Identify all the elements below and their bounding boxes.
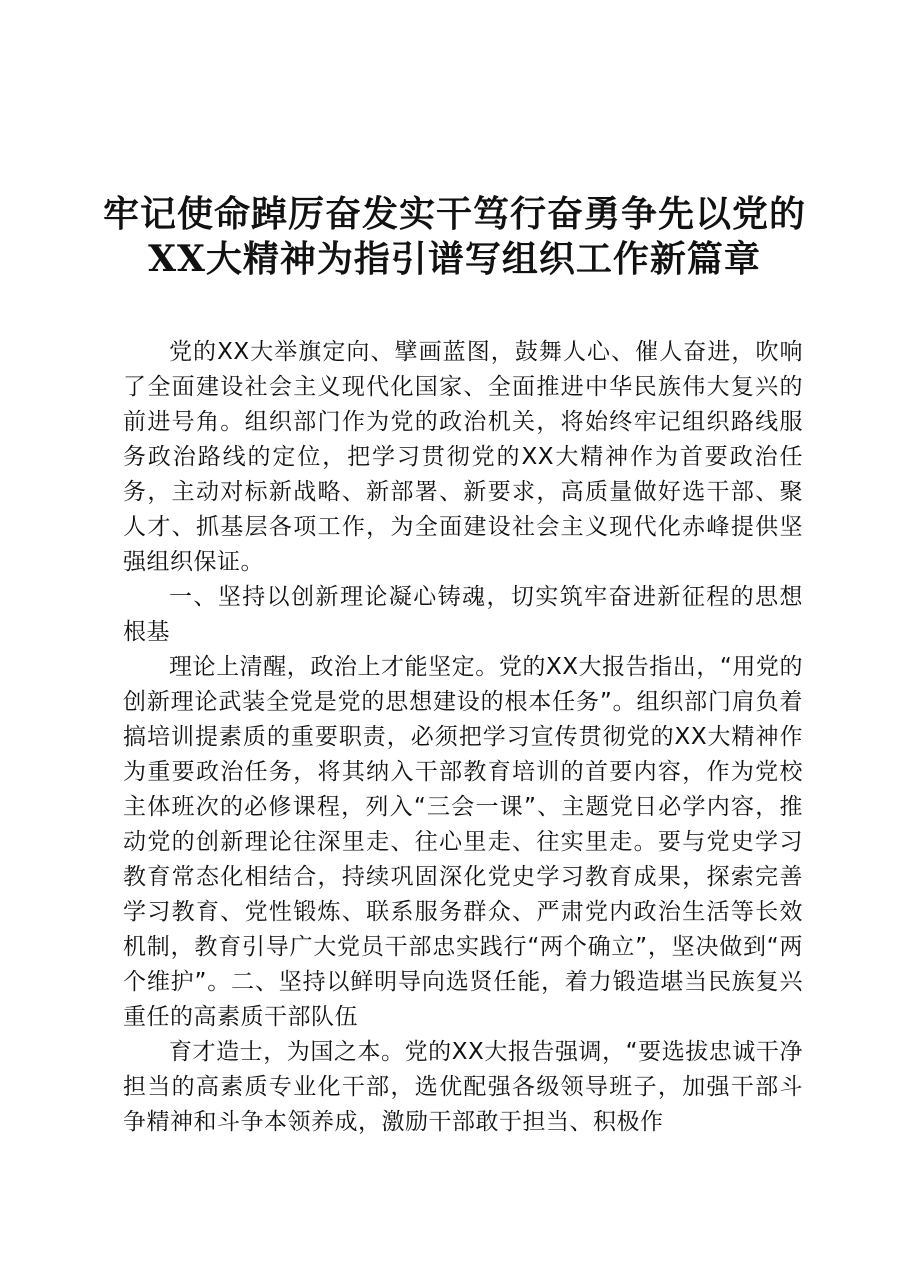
paragraph-section-1: 理论上清醒，政治上才能坚定。党的XX大报告指出，“用党的创新理论武装全党是党的思想建设的根本任务”。组织部门肩负着搞培训提素质的重要职责，必须把学习宣传贯彻党的XX大精神作为重要政治任务，将其纳入干部教育培训的首要内容，作为党校主体班次的必修课程，列入“三会一课”、主题党日必学内容，推动党的创新理论往深里走、往心里走、往实里走。要与党史学习教育常态化相结合，持续巩固深化党史学习教育成果，探索完善学习教育、党性锻炼、联系服务群众、严肃党内政治生活等长效机制，教育引导广大党员干部忠实践行“两个确立”，坚决做到“两个维护”。二、坚持以鲜明导向选贤任能，着力锻造堪当民族复兴重任的高素质干部队伍 <box>123 654 803 1030</box>
section-heading-1: 一、坚持以创新理论凝心铸魂，切实筑牢奋进新征程的思想根基 <box>123 584 803 645</box>
paragraph-intro: 党的XX大举旗定向、擘画蓝图，鼓舞人心、催人奋进，吹响了全面建设社会主义现代化国家、全面推进中华民族伟大复兴的前进号角。组织部门作为党的政治机关，将始终牢记组织路线服务政治路线的定位，把学习贯彻党的XX大精神作为首要政治任务，主动对标新战略、新部署、新要求，高质量做好选干部、聚人才、抓基层各项工作，为全面建设社会主义现代化赤峰提供坚强组织保证。 <box>123 339 803 575</box>
document-title-line-2: XX大精神为指引谱写组织工作新篇章 <box>148 238 761 280</box>
document-body <box>123 335 803 1140</box>
paragraph-section-2: 育才造士，为国之本。党的XX大报告强调，“要选拔忠诚干净担当的高素质专业化干部，选优配强各级领导班子，加强干部斗争精神和斗争本领养成，激励干部敢于担当、积极作 <box>123 1039 803 1135</box>
document-title-line-1: 牢记使命踔厉奋发实干笃行奋勇争先以党的 <box>102 193 806 235</box>
